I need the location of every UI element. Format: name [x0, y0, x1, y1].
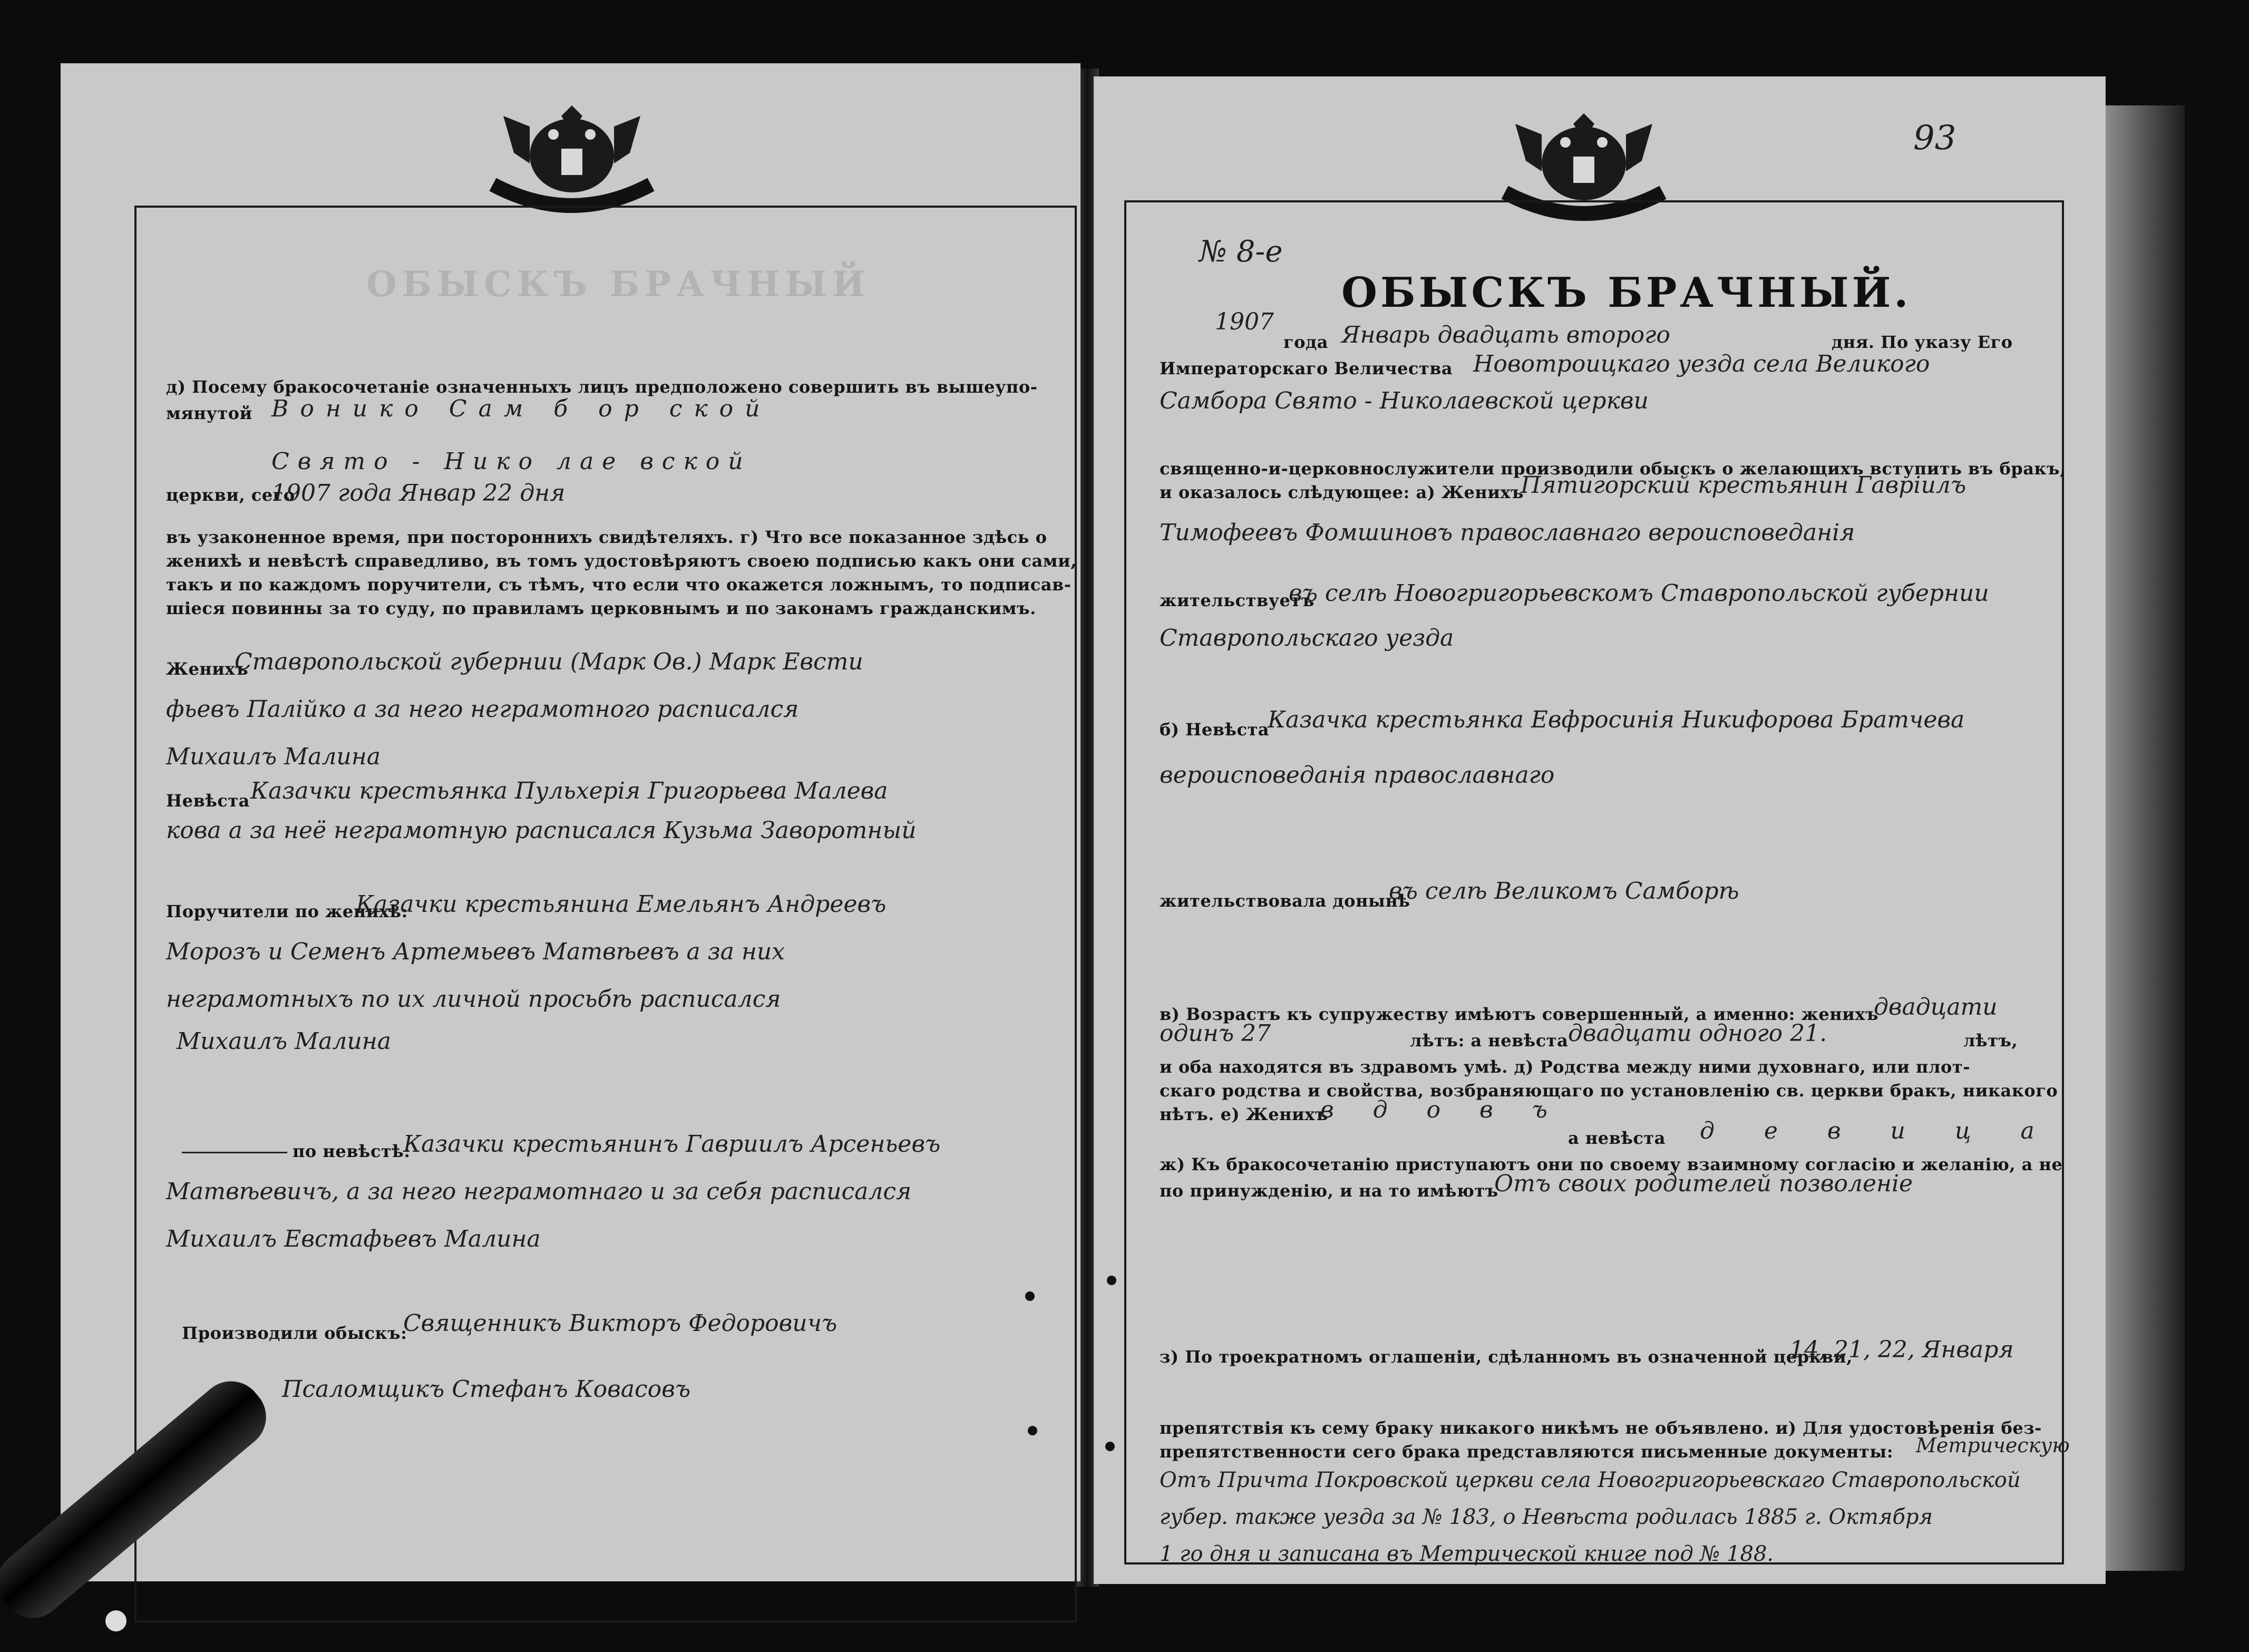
binding-hole: [1028, 1426, 1037, 1435]
label-bride: Невѣста: [166, 791, 250, 811]
handwriting-documents-line0: Метрическую: [1916, 1434, 2070, 1457]
left-page: [61, 63, 1080, 1581]
document-title: ОБЫСКЪ БРАЧНЫЙ.: [1341, 269, 1912, 317]
folio-number: 93: [1913, 119, 1956, 158]
handwriting-bride-age: двадцати одного 21.: [1568, 1020, 1827, 1047]
handwriting-documents-line2: губер. также уезда за № 183, о Невѣста родилась 1885 г. Октября: [1160, 1505, 1933, 1529]
handwriting-banns-dates: 14, 21, 22, Января: [1789, 1336, 2014, 1363]
label-conducted-by: Производили обыскъ:: [182, 1323, 407, 1343]
handwriting-groom-age-line2: одинъ 27: [1160, 1020, 1271, 1047]
paragraph-a-line2: и оказалось слѣдующее: а) Женихъ: [1160, 482, 1524, 502]
handwriting-bride-status: д е в и ц а: [1700, 1117, 2056, 1144]
pen-tip: [105, 1610, 126, 1631]
handwriting-church-line2: Свято - Нико лае вской: [271, 448, 752, 475]
binding-hole: [1105, 1442, 1115, 1451]
handwriting-guarantors-groom-line1: Казачки крестьянина Емельянъ Андреевъ: [356, 891, 887, 918]
handwriting-bride-line2: кова а за неё неграмотную расписался Кузьма Заворотный: [166, 817, 917, 844]
paragraph-i-line2: препятственности сего брака представляются письменные документы:: [1160, 1442, 1894, 1462]
label-resides: жительствуетъ: [1160, 590, 1315, 610]
paragraph-v-line4: нѣтъ. е) Женихъ: [1160, 1104, 1328, 1124]
handwriting-record-number: № 8-е: [1199, 235, 1283, 269]
label-imperatorskago: Императорскаго Величества: [1160, 358, 1453, 378]
paragraph-v-line4: шiеся повинны за то суду, по правиламъ церковнымъ и по законамъ гражданскимъ.: [166, 598, 1036, 618]
paragraph-a-line1: священно-и-церковнослужители производили обыскъ о желающихъ вступить въ бракъ,: [1160, 459, 2066, 479]
label-resided: жительствовала донынѣ: [1160, 891, 1410, 911]
binding-hole: [1107, 1276, 1116, 1285]
label-years: лѣтъ,: [1963, 1031, 2018, 1051]
handwriting-year: 1907: [1215, 308, 1274, 335]
paragraph-zh-line1: ж) Къ бракосочетанiю приступаютъ они по своему взаимному согласiю и желанiю, а не: [1160, 1154, 2063, 1174]
handwriting-guarantors-bride-line2: Матвѣевичъ, а за него неграмотнаго и за себя расписался: [166, 1178, 912, 1205]
handwriting-guarantors-groom-line3: неграмотныхъ по их личной просьбѣ расписался: [166, 986, 781, 1013]
handwriting-psalmist: Псаломщикъ Стефанъ Ковасовъ: [282, 1376, 691, 1403]
right-page: [1094, 76, 2106, 1584]
handwriting-residence-bride: въ селѣ Великомъ Самборѣ: [1389, 878, 1739, 905]
paragraph-v-line1: въ узаконенное время, при постороннихъ свидѣтеляхъ. г) Что все показанное здѣсь о: [166, 527, 1047, 547]
label-goda: года: [1283, 332, 1329, 352]
handwriting-guarantors-bride-line3: Михаилъ Евстафьевъ Малина: [166, 1226, 541, 1252]
label-years-bride: лѣтъ: а невѣста: [1410, 1031, 1569, 1051]
handwriting-priest: Священникъ Викторъ Федоровичъ: [403, 1310, 838, 1337]
handwriting-residence-line2: Ставропольскаго уезда: [1160, 625, 1454, 652]
label-guarantors-bride: по невѣстѣ:: [293, 1141, 411, 1161]
handwriting-month: Январь двадцать второго: [1341, 322, 1670, 348]
handwriting-groom-line1: Пятигорский крестьянин Гаврiилъ: [1521, 472, 1966, 499]
paragraph-v-line3: скаго родства и свойства, возбраняющаго по установленiю св. церкви бракъ, никакого: [1160, 1081, 2058, 1101]
handwriting-consent: Отъ своих родителей позволенiе: [1494, 1170, 1913, 1197]
paragraph-i-line1: препятствiя къ сему браку никакого никѣмъ не объявлено. и) Для удостовѣренiя без-: [1160, 1418, 2042, 1438]
paragraph-v-line3: такъ и по каждомъ поручители, съ тѣмъ, что если что окажется ложнымъ, то подписав-: [166, 575, 1072, 595]
handwriting-guarantors-groom-line4: Михаилъ Малина: [177, 1028, 391, 1055]
label-groom: Женихъ: [166, 659, 249, 679]
handwriting-location-line2: Самбора Свято - Николаевской церкви: [1160, 387, 1649, 414]
handwriting-guarantors-bride-line1: Казачки крестьянинъ Гавриилъ Арсеньевъ: [403, 1131, 941, 1158]
handwriting-bride-line2: вероисповеданiя православнаго: [1160, 762, 1555, 789]
handwriting-bride-line1: Казачки крестьянка Пульхерiя Григорьева Малева: [250, 778, 888, 804]
blank-line: [182, 1152, 287, 1153]
label-bride: б) Невѣста: [1160, 720, 1269, 740]
handwriting-bride-line1: Казачка крестьянка Евфросинiя Никифорова Братчева: [1268, 706, 1965, 733]
label-dnya: дня. По указу Его: [1832, 332, 2013, 352]
handwriting-groom-status: в д о в ъ: [1320, 1096, 1563, 1123]
handwriting-groom-line3: Михаилъ Малина: [166, 743, 381, 770]
bleed-through-title: ОБЫСКЪ БРАЧНЫЙ: [366, 264, 870, 305]
handwriting-guarantors-groom-line2: Морозъ и Семенъ Артемьевъ Матвѣевъ а за них: [166, 938, 785, 965]
label-tserkvi: церкви, сего: [166, 485, 295, 505]
handwriting-documents-line1: Отъ Причта Покровской церкви села Новогригорьевскаго Ставропольской: [1160, 1468, 2021, 1492]
label-mianutoi: мянутой: [166, 403, 252, 423]
handwriting-groom-line2: Тимофеевъ Фомшиновъ православнаго вероисповеданiя: [1160, 519, 1855, 546]
handwriting-groom-age-line1: двадцати: [1874, 994, 1998, 1021]
paragraph-v-line2: женихѣ и невѣстѣ справедливо, въ томъ удостовѣряютъ своею подписью какъ они сами,: [166, 551, 1077, 571]
label-guarantors-groom: Поручители по женихѣ:: [166, 901, 408, 921]
handwriting-date: 1907 года Январ 22 дня: [271, 480, 566, 507]
handwriting-groom-line2: фьевъ Палiйко а за него неграмотного расписался: [166, 696, 799, 723]
paragraph-z: з) По троекратномъ оглашенiи, сдѣланномъ въ означенной церкви,: [1160, 1347, 1853, 1367]
handwriting-church-line1: Вонико Сам б ор ской: [271, 395, 772, 422]
page-stack-edge: [2106, 105, 2185, 1571]
binding-hole: [1025, 1291, 1035, 1301]
handwriting-groom-line1: Ставропольской губернии (Марк Ов.) Марк Евсти: [235, 648, 863, 675]
paragraph-v-line1: в) Возрастъ къ супружеству имѣютъ совершенный, а именно: женихъ: [1160, 1004, 1879, 1024]
paragraph-v-line2: и оба находятся въ здравомъ умѣ. д) Родства между ними духовнаго, или плот-: [1160, 1057, 1970, 1077]
handwriting-location-line1: Новотроицкаго уезда села Великого: [1473, 351, 1930, 377]
handwriting-documents-line3: 1 го дня и записана въ Метрической книге под № 188.: [1160, 1542, 1774, 1566]
handwriting-residence-line1: въ селѣ Новогригорьевскомъ Ставропольской губернии: [1289, 580, 1989, 607]
paragraph-zh-line2: по принужденiю, и на то имѣютъ: [1160, 1181, 1498, 1201]
label-and-bride: а невѣста: [1568, 1128, 1666, 1148]
paragraph-d: д) Посему бракосочетанiе означенныхъ лицъ предположено совершить въ вышеупо-: [166, 377, 1038, 397]
